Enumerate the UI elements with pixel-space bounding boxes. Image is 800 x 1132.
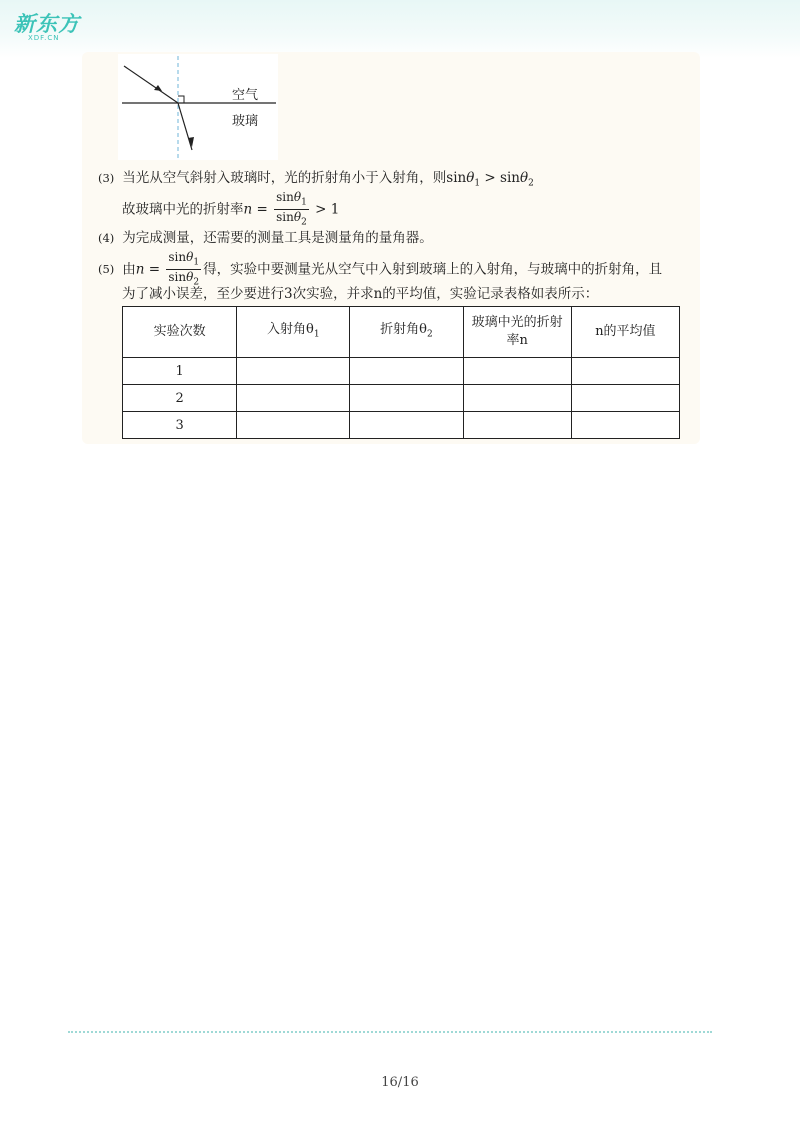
logo-subtext: XDF.CN [28, 34, 60, 42]
table-cell [463, 358, 571, 385]
item3-text: 当光从空气斜射入玻璃时，光的折射角小于入射角，则 [122, 170, 447, 186]
header-band [0, 0, 800, 58]
incident-ray [124, 66, 178, 103]
col-average-n: n的平均值 [571, 307, 679, 358]
table-cell [350, 412, 463, 439]
table-cell [237, 412, 350, 439]
table-cell [237, 385, 350, 412]
col-incident-angle: 入射角$\theta_1$ [237, 307, 350, 358]
item5-number: (5) [98, 262, 115, 277]
trial-number: 2 [123, 385, 237, 412]
sin-theta2: sinθ$_2$ [500, 170, 534, 189]
item3-line1: (3) 当光从空气斜射入玻璃时，光的折射角小于入射角，则sinθ$_1$ > sinθ$_2$ [98, 170, 534, 189]
record-table [122, 306, 680, 439]
item3-line2: 故玻璃中光的折射率n = $\frac{\sin\theta_1}{\sin\theta_2}$ > 1 [122, 190, 340, 228]
trial-number: 3 [123, 412, 237, 439]
item5-fraction: $\frac{\sin\theta_1}{\sin\theta_2}$ [168, 250, 200, 288]
refractive-index-fraction: $\frac{\sin\theta_1}{\sin\theta_2}$ [276, 190, 307, 228]
table-row [123, 358, 680, 385]
col-trial: 实验次数 [123, 307, 237, 358]
table-cell [571, 385, 679, 412]
label-glass: 玻璃 [232, 114, 259, 129]
item5-text1: 得，实验中要测量光从空气中入射到玻璃上的入射角，与玻璃中的折射角，且 [203, 261, 663, 278]
item5-text2: 为了减小误差，至少要进行3次实验，并求n的平均值，实验记录表格如表所示： [122, 286, 599, 302]
label-air: 空气 [232, 88, 259, 103]
table-cell [571, 358, 679, 385]
refraction-diagram [118, 54, 278, 160]
sin-theta1: sinθ$_1$ [446, 170, 481, 189]
table-header-row [123, 307, 680, 358]
table-row [123, 412, 680, 439]
item4-number: (4) [98, 231, 115, 245]
footer-divider [68, 1031, 712, 1033]
refraction-figure [118, 54, 278, 160]
table-row [123, 385, 680, 412]
refracted-ray [178, 103, 192, 150]
logo-text: 新东方 [14, 12, 80, 36]
table-cell [571, 412, 679, 439]
col-refraction-angle: 折射角$\theta_2$ [350, 307, 463, 358]
item5-line1: (5) 由n = $\frac{\sin\theta_1}{\sin\theta_2}$ 得，实验中要测量光从空气中入射到玻璃上的入射角，与玻璃中的折射角，且 [98, 250, 663, 288]
right-angle-mark [178, 96, 184, 103]
table-cell [463, 385, 571, 412]
table-cell [350, 385, 463, 412]
item3-line2-text: 故玻璃中光的折射率 [122, 201, 244, 218]
item5-line2 [122, 284, 598, 304]
table-cell [350, 358, 463, 385]
col-refractive-index: 玻璃中光的折射 率n [463, 307, 571, 358]
n-equals: n = [243, 201, 273, 218]
page-number: 16/16 [381, 1075, 419, 1090]
xdf-logo [14, 8, 84, 44]
item3-number: (3) [98, 171, 115, 185]
trial-number: 1 [123, 358, 237, 385]
table-cell [237, 358, 350, 385]
item4-line [98, 228, 433, 248]
table-cell [463, 412, 571, 439]
item4-text: 为完成测量，还需要的测量工具是测量角的量角器。 [122, 230, 433, 246]
